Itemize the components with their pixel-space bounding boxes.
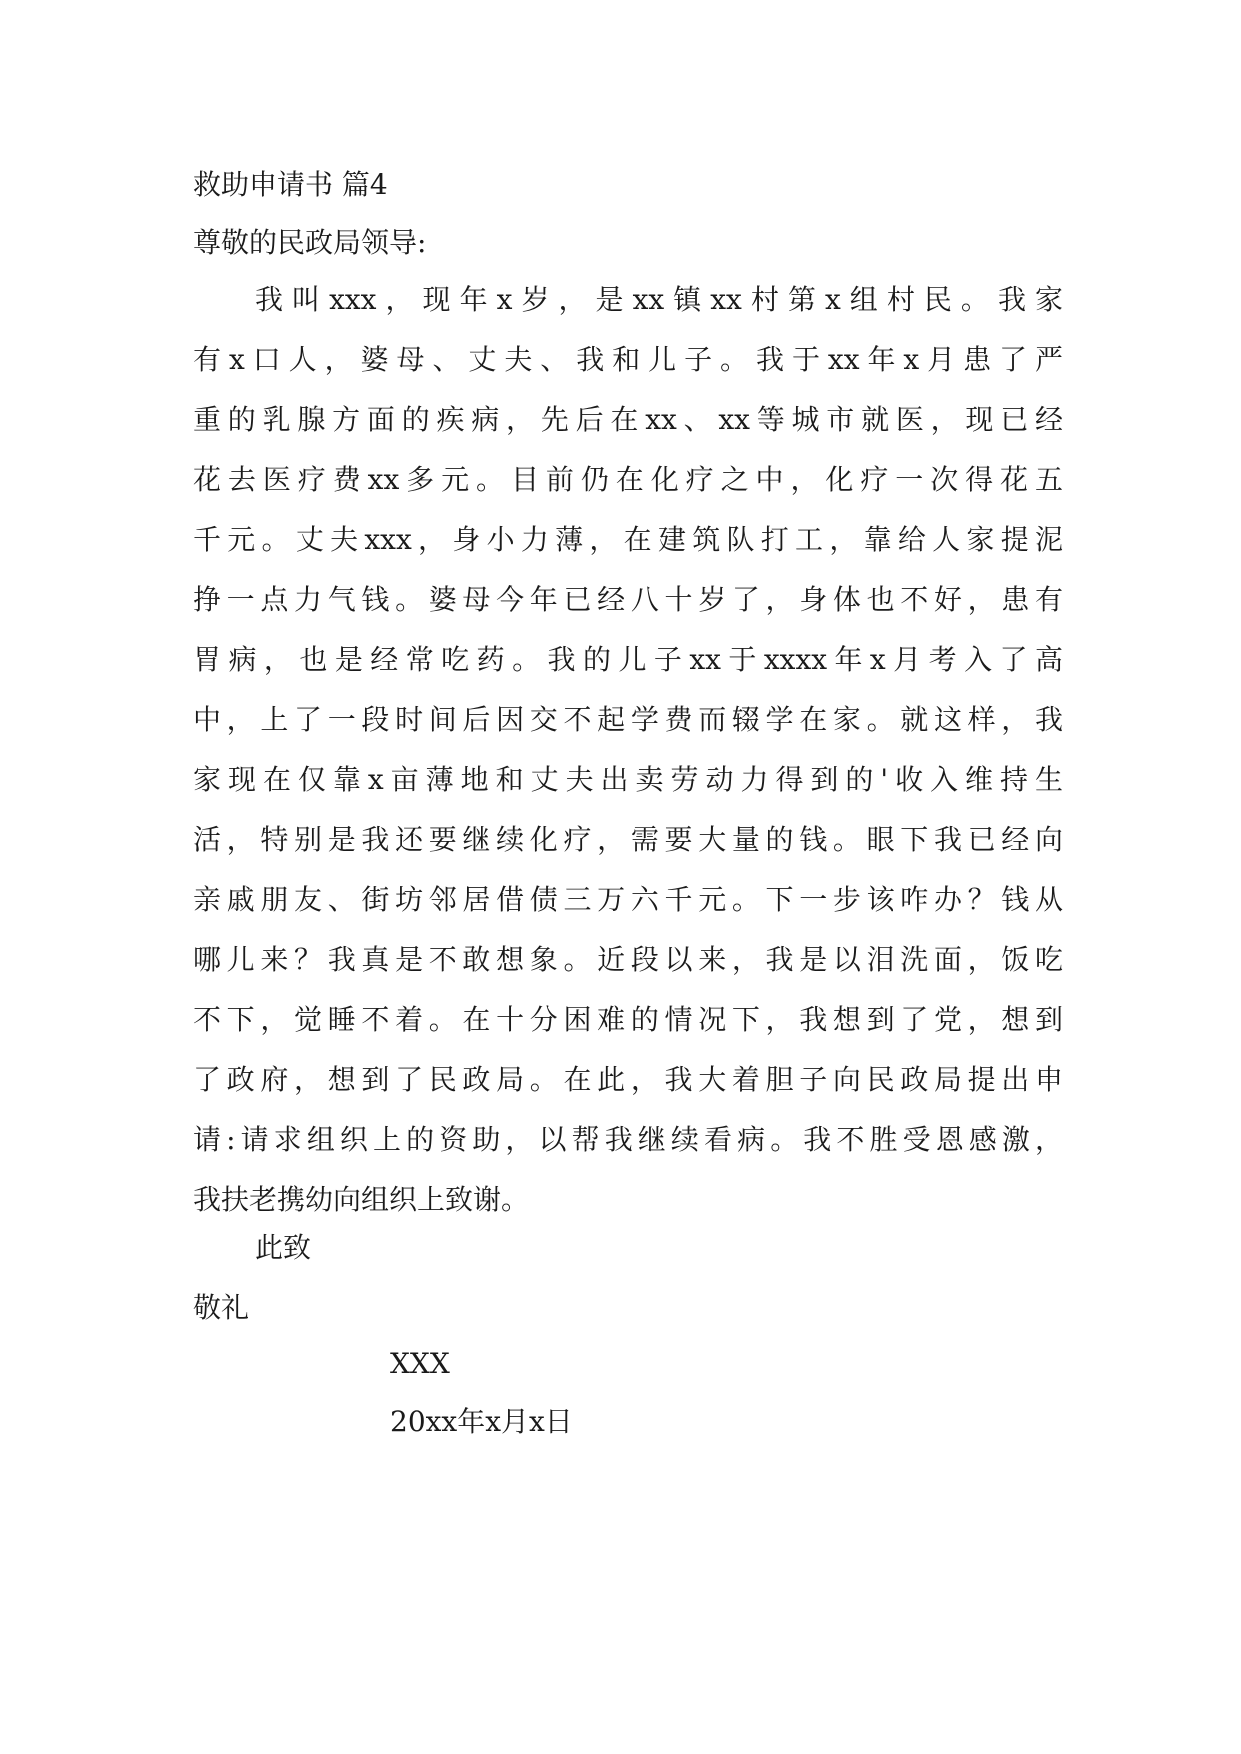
body-line: 哪儿来？我真是不敢想象。近段以来，我是以泪洗面，饭吃 bbox=[193, 943, 1063, 976]
regards-phrase: 敬礼 bbox=[193, 1291, 250, 1324]
salutation: 尊敬的民政局领导: bbox=[193, 226, 427, 259]
body-line: 亲戚朋友、街坊邻居借债三万六千元。下一步该咋办？钱从 bbox=[193, 883, 1063, 916]
body-line: 花去医疗费xx多元。目前仍在化疗之中，化疗一次得花五 bbox=[193, 463, 1063, 496]
body-line: 了政府，想到了民政局。在此，我大着胆子向民政局提出申 bbox=[193, 1063, 1063, 1096]
body-line: 有x口人，婆母、丈夫、我和儿子。我于xx年x月患了严 bbox=[193, 343, 1063, 376]
body-line: 胃病，也是经常吃药。我的儿子xx于xxxx年x月考入了高 bbox=[193, 643, 1063, 676]
signature-date: 20xx年x月x日 bbox=[390, 1405, 573, 1438]
body-line: 请:请求组织上的资助，以帮我继续看病。我不胜受恩感激， bbox=[193, 1123, 1063, 1156]
signer-name: XXX bbox=[390, 1347, 450, 1380]
body-line: 挣一点力气钱。婆母今年已经八十岁了，身体也不好，患有 bbox=[193, 583, 1063, 616]
body-line: 重的乳腺方面的疾病，先后在xx、xx等城市就医，现已经 bbox=[193, 403, 1063, 436]
document-title: 救助申请书 篇4 bbox=[193, 168, 388, 201]
body-line: 不下，觉睡不着。在十分困难的情况下，我想到了党，想到 bbox=[193, 1003, 1063, 1036]
closing-phrase: 此致 bbox=[255, 1231, 312, 1264]
body-line: 中，上了一段时间后因交不起学费而辍学在家。就这样，我 bbox=[193, 703, 1063, 736]
body-line: 我叫xxx，现年x岁，是xx镇xx村第x组村民。我家 bbox=[255, 283, 1063, 316]
body-line: 千元。丈夫xxx，身小力薄，在建筑队打工，靠给人家提泥 bbox=[193, 523, 1063, 556]
body-paragraph bbox=[193, 280, 1063, 1240]
body-line: 活，特别是我还要继续化疗，需要大量的钱。眼下我已经向 bbox=[193, 823, 1063, 856]
body-line: 家现在仅靠x亩薄地和丈夫出卖劳动力得到的'收入维持生 bbox=[193, 763, 1063, 796]
body-line: 我扶老携幼向组织上致谢。 bbox=[193, 1183, 530, 1216]
